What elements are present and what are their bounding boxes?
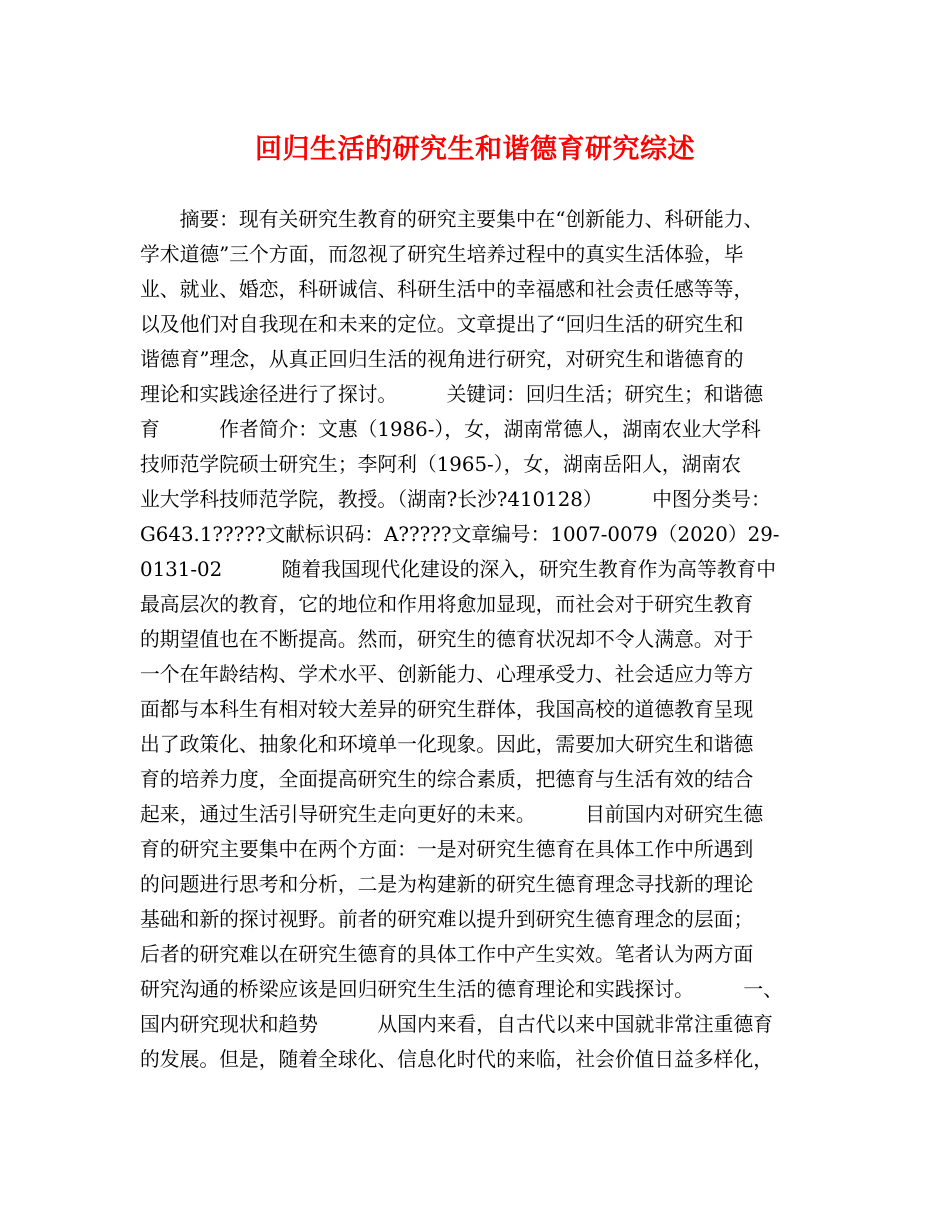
- text-line: 一个在年龄结构、学术水平、创新能力、心理承受力、社会适应力等方: [140, 663, 754, 686]
- text-line: 的期望值也在不断提高。然而，研究生的德育状况却不令人满意。对于: [140, 628, 754, 651]
- text-line: 谐德育”理念，从真正回归生活的视角进行研究，对研究生和谐德育的: [140, 348, 744, 371]
- text-line: 业、就业、婚恋，科研诚信、科研生活中的幸福感和社会责任感等等，: [140, 278, 754, 301]
- text-line: 育的研究主要集中在两个方面：一是对研究生德育在具体工作中所遇到: [140, 838, 754, 861]
- text-line: 国内研究现状和趋势 从国内来看，自古代以来中国就非常注重德育: [140, 1013, 774, 1036]
- text-line: 最高层次的教育，它的地位和作用将愈加显现，而社会对于研究生教育: [140, 593, 754, 616]
- text-line: 以及他们对自我现在和未来的定位。文章提出了“回归生活的研究生和: [140, 313, 744, 336]
- text-line: 技师范学院硕士研究生；李阿利（1965-），女，湖南岳阳人，湖南农: [140, 453, 742, 476]
- text-line: 业大学科技师范学院，教授。（湖南?长沙?410128） 中图分类号：: [140, 488, 771, 511]
- text-line: 育 作者简介：文惠（1986-），女，湖南常德人，湖南农业大学科: [140, 418, 761, 441]
- text-line: 理论和实践途径进行了探讨。 关键词：回归生活；研究生；和谐德: [140, 383, 764, 406]
- text-line: 基础和新的探讨视野。前者的研究难以提升到研究生德育理念的层面；: [140, 908, 754, 931]
- text-line: 学术道德”三个方面，而忽视了研究生培养过程中的真实生活体验，毕: [140, 243, 744, 266]
- text-line: 的问题进行思考和分析，二是为构建新的研究生德育理念寻找新的理论: [140, 873, 754, 896]
- text-line: G643.1?????文献标识码：A?????文章编号：1007-0079（2020）29-: [140, 523, 780, 546]
- text-line: 研究沟通的桥梁应该是回归研究生生活的德育理论和实践探讨。 一、: [140, 978, 783, 1001]
- text-line: 面都与本科生有相对较大差异的研究生群体，我国高校的道德教育呈现: [140, 698, 754, 721]
- document-title: 回归生活的研究生和谐德育研究综述: [255, 134, 695, 165]
- text-line: 摘要：现有关研究生教育的研究主要集中在“创新能力、科研能力、: [140, 208, 764, 231]
- body-text: [140, 202, 820, 1077]
- text-line: 出了政策化、抽象化和环境单一化现象。因此，需要加大研究生和谐德: [140, 733, 754, 756]
- text-line: 育的培养力度，全面提高研究生的综合素质，把德育与生活有效的结合: [140, 768, 754, 791]
- text-line: 后者的研究难以在研究生德育的具体工作中产生实效。笔者认为两方面: [140, 943, 754, 966]
- text-line: 起来，通过生活引导研究生走向更好的未来。 目前国内对研究生德: [140, 803, 764, 826]
- text-line: 的发展。但是，随着全球化、信息化时代的来临，社会价值日益多样化，: [140, 1048, 774, 1071]
- text-line: 0131-02 随着我国现代化建设的深入，研究生教育作为高等教育中: [140, 558, 777, 581]
